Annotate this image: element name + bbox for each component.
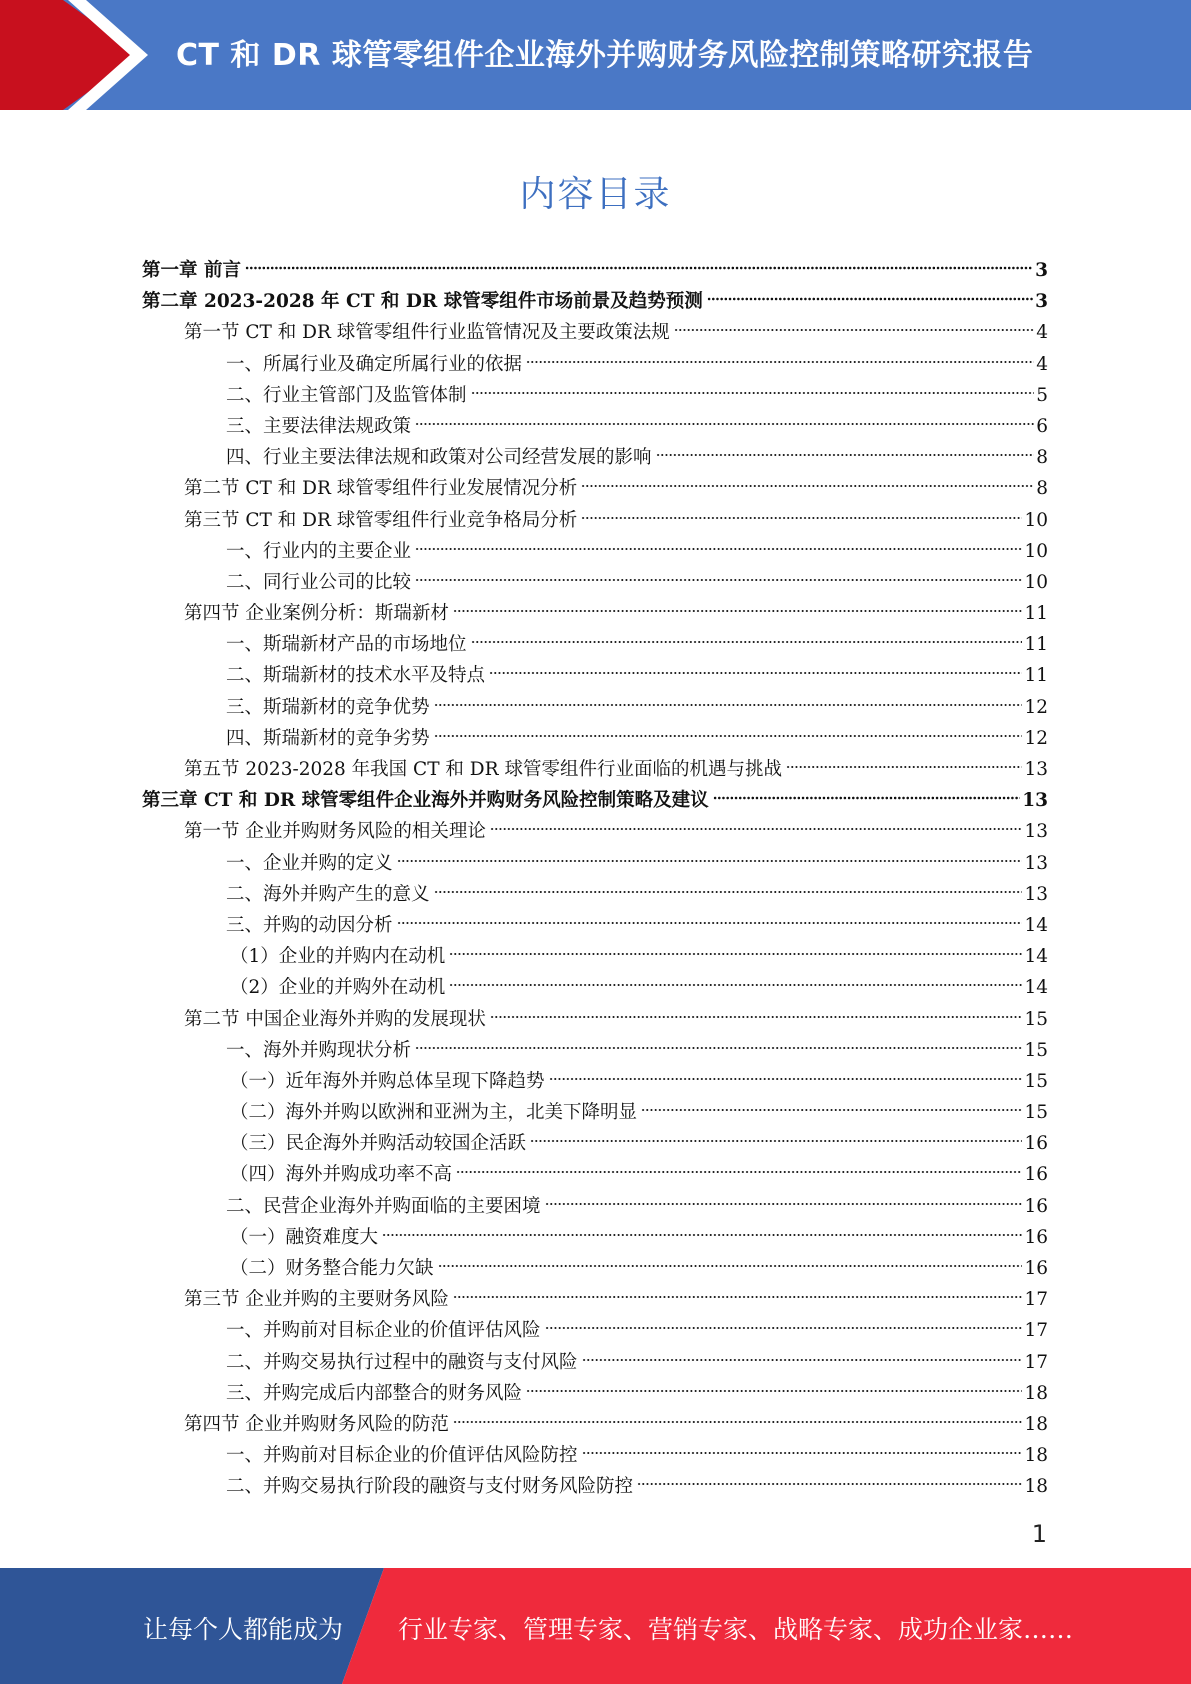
toc-entry[interactable] xyxy=(142,1128,1048,1159)
toc-entry-text: 二、海外并购产生的意义 xyxy=(226,883,430,905)
toc-entry-text: （四）海外并购成功率不高 xyxy=(230,1164,453,1186)
toc-entry-page: 16 xyxy=(1024,1195,1048,1217)
toc-entry-page: 18 xyxy=(1024,1445,1048,1467)
toc-leader-dots xyxy=(415,545,1022,553)
toc-leader-dots xyxy=(786,763,1022,771)
footer-slogan-left: 让每个人都能成为 xyxy=(143,1615,344,1644)
toc-leader-dots xyxy=(582,1356,1023,1364)
toc-entry-text: （三）民企海外并购活动较国企活跃 xyxy=(230,1133,527,1155)
toc-entry-page: 13 xyxy=(1024,759,1048,780)
toc-entry-text: 第二节 中国企业海外并购的发展现状 xyxy=(184,1008,486,1030)
toc-entry[interactable] xyxy=(142,1004,1048,1035)
toc-leader-dots xyxy=(245,264,1033,272)
toc-entry-text: 一、并购前对目标企业的价值评估风险防控 xyxy=(226,1445,578,1467)
toc-leader-dots xyxy=(581,482,1034,490)
header-arrow-decoration xyxy=(0,0,160,110)
toc-entry-page: 3 xyxy=(1035,260,1048,281)
toc-leader-dots xyxy=(471,389,1035,397)
toc-entry-page: 15 xyxy=(1024,1070,1048,1092)
toc-entry-text: 二、行业主管部门及监管体制 xyxy=(226,384,467,406)
toc-entry-page: 11 xyxy=(1024,603,1048,625)
toc-entry[interactable] xyxy=(142,1191,1048,1222)
toc-leader-dots xyxy=(453,1418,1023,1426)
toc-entry-text: 一、海外并购现状分析 xyxy=(226,1039,412,1061)
toc-entry-page: 16 xyxy=(1024,1226,1048,1248)
toc-entry-page: 18 xyxy=(1024,1382,1048,1404)
toc-entry-text: 第一节 企业并购财务风险的相关理论 xyxy=(184,821,486,843)
toc-leader-dots xyxy=(641,1106,1022,1114)
toc-entry-page: 11 xyxy=(1024,665,1048,687)
toc-leader-dots xyxy=(415,1044,1022,1052)
toc-entry[interactable] xyxy=(142,567,1048,598)
toc-entry[interactable] xyxy=(142,536,1048,567)
toc-entry[interactable] xyxy=(142,660,1048,691)
toc-entry-text: 一、并购前对目标企业的价值评估风险 xyxy=(226,1320,541,1342)
toc-entry-page: 4 xyxy=(1036,353,1048,375)
toc-entry-text: 第三章 CT 和 DR 球管零组件企业海外并购财务风险控制策略及建议 xyxy=(142,790,709,812)
toc-entry[interactable] xyxy=(142,505,1048,536)
toc-leader-dots xyxy=(453,607,1023,615)
footer-band xyxy=(0,1568,1191,1684)
toc-entry[interactable] xyxy=(142,1471,1048,1502)
toc-entry-text: 第一节 CT 和 DR 球管零组件行业监管情况及主要政策法规 xyxy=(184,322,670,344)
toc-entry-text: 四、行业主要法律法规和政策对公司经营发展的影响 xyxy=(226,447,652,469)
toc-entry[interactable] xyxy=(142,442,1048,473)
toc-entry[interactable] xyxy=(142,692,1048,723)
toc-entry[interactable] xyxy=(142,411,1048,442)
toc-leader-dots xyxy=(582,1449,1023,1457)
header-band xyxy=(0,0,1191,110)
toc-entry[interactable] xyxy=(142,723,1048,754)
toc-entry-text: （一）融资难度大 xyxy=(230,1226,379,1248)
toc-entry-page: 12 xyxy=(1024,727,1048,749)
toc-entry-page: 18 xyxy=(1024,1413,1048,1435)
footer-slogan-right: 行业专家、管理专家、营销专家、战略专家、成功企业家…… xyxy=(398,1615,1074,1644)
toc-entry-text: 第二章 2023-2028 年 CT 和 DR 球管零组件市场前景及趋势预测 xyxy=(142,291,703,313)
toc-entry[interactable] xyxy=(142,1159,1048,1190)
page-number: 1 xyxy=(1031,1520,1047,1548)
toc-leader-dots xyxy=(581,514,1022,522)
toc-leader-dots xyxy=(434,701,1023,709)
toc-entry-text: 一、斯瑞新材产品的市场地位 xyxy=(226,634,467,656)
toc-leader-dots xyxy=(438,1262,1023,1270)
toc-entry[interactable] xyxy=(142,1284,1048,1315)
toc-leader-dots xyxy=(545,1200,1023,1208)
toc-leader-dots xyxy=(434,732,1023,740)
toc-entry[interactable] xyxy=(142,1222,1048,1253)
toc-heading: 内容目录 xyxy=(519,174,672,215)
toc-entry[interactable] xyxy=(142,848,1048,879)
toc-entry[interactable] xyxy=(142,879,1048,910)
toc-entry-page: 13 xyxy=(1024,852,1048,874)
toc-leader-dots xyxy=(545,1324,1023,1332)
toc-leader-dots xyxy=(449,950,1022,958)
toc-entry[interactable] xyxy=(142,972,1048,1003)
toc-entry-text: （二）财务整合能力欠缺 xyxy=(230,1258,434,1279)
toc-leader-dots xyxy=(397,919,1023,927)
toc-leader-dots xyxy=(489,669,1022,677)
toc-entry[interactable] xyxy=(142,754,1048,785)
toc-entry[interactable] xyxy=(142,1347,1048,1378)
toc-entry-page: 14 xyxy=(1024,977,1048,999)
toc-entry-page: 3 xyxy=(1035,291,1048,313)
toc-entry-text: 三、并购完成后内部整合的财务风险 xyxy=(226,1382,523,1404)
toc-entry-page: 17 xyxy=(1024,1351,1048,1373)
toc-leader-dots xyxy=(526,358,1034,366)
toc-leader-dots xyxy=(490,825,1023,833)
toc-entry-text: 第三节 企业并购的主要财务风险 xyxy=(184,1289,449,1311)
report-title: CT 和 DR 球管零组件企业海外并购财务风险控制策略研究报告 xyxy=(176,38,1034,73)
toc-entry-page: 10 xyxy=(1024,509,1048,531)
toc-entry[interactable] xyxy=(142,1315,1048,1346)
toc-entry-page: 12 xyxy=(1024,696,1048,718)
toc-entry-page: 17 xyxy=(1024,1320,1048,1342)
toc-entry-page: 13 xyxy=(1024,883,1048,905)
toc-entry[interactable] xyxy=(142,349,1048,380)
toc-entry-text: 第四节 企业案例分析：斯瑞新材 xyxy=(184,603,449,625)
toc-entry[interactable] xyxy=(142,598,1048,629)
toc-entry[interactable] xyxy=(142,317,1048,348)
toc-leader-dots xyxy=(434,888,1023,896)
toc-entry-page: 13 xyxy=(1022,790,1048,812)
toc-leader-dots xyxy=(382,1231,1022,1239)
toc-entry-text: （二）海外并购以欧洲和亚洲为主，北美下降明显 xyxy=(230,1102,638,1124)
toc-entry-text: 四、斯瑞新材的竞争劣势 xyxy=(226,727,430,749)
toc-entry-page: 8 xyxy=(1036,447,1048,469)
toc-leader-dots xyxy=(526,1387,1022,1395)
toc-leader-dots xyxy=(656,451,1035,459)
toc-leader-dots xyxy=(471,638,1023,646)
toc-entry[interactable] xyxy=(142,1097,1048,1128)
toc-entry-page: 15 xyxy=(1024,1039,1048,1061)
toc-entry[interactable] xyxy=(142,941,1048,972)
toc-leader-dots xyxy=(415,576,1022,584)
toc-entry-text: 第二节 CT 和 DR 球管零组件行业发展情况分析 xyxy=(184,478,578,500)
toc-entry[interactable] xyxy=(142,1440,1048,1471)
toc-leader-dots xyxy=(549,1075,1023,1083)
toc-entry-text: 第一章 前言 xyxy=(142,260,241,281)
toc-entry-page: 17 xyxy=(1024,1289,1048,1311)
toc-entry-text: 二、斯瑞新材的技术水平及特点 xyxy=(226,665,486,687)
toc-entry-text: 第五节 2023-2028 年我国 CT 和 DR 球管零组件行业面临的机遇与挑战 xyxy=(184,759,782,780)
toc-entry-page: 10 xyxy=(1024,571,1048,593)
toc-entry-text: 第三节 CT 和 DR 球管零组件行业竞争格局分析 xyxy=(184,509,578,531)
toc-entry-text: 二、同行业公司的比较 xyxy=(226,571,412,593)
toc-entry[interactable] xyxy=(142,1035,1048,1066)
toc-entry-text: 三、主要法律法规政策 xyxy=(226,415,412,437)
table-of-contents xyxy=(142,255,1048,1503)
toc-entry[interactable] xyxy=(142,1066,1048,1097)
toc-entry-page: 14 xyxy=(1024,946,1048,968)
toc-entry-text: 二、并购交易执行过程中的融资与支付风险 xyxy=(226,1351,578,1373)
toc-entry-text: 二、并购交易执行阶段的融资与支付财务风险防控 xyxy=(226,1476,634,1498)
toc-leader-dots xyxy=(456,1168,1022,1176)
toc-entry-page: 5 xyxy=(1036,384,1048,406)
toc-entry[interactable] xyxy=(142,785,1048,816)
toc-entry-text: 三、并购的动因分析 xyxy=(226,914,393,936)
toc-entry-text: 一、企业并购的定义 xyxy=(226,852,393,874)
toc-entry-page: 11 xyxy=(1024,634,1048,656)
toc-entry-text: 一、行业内的主要企业 xyxy=(226,540,412,562)
toc-entry-page: 15 xyxy=(1024,1008,1048,1030)
toc-entry[interactable] xyxy=(142,629,1048,660)
toc-entry[interactable] xyxy=(142,380,1048,411)
toc-entry-page: 15 xyxy=(1024,1102,1048,1124)
toc-entry-page: 4 xyxy=(1036,322,1048,344)
toc-entry[interactable] xyxy=(142,1409,1048,1440)
toc-entry-text: 三、斯瑞新材的竞争优势 xyxy=(226,696,430,718)
toc-entry[interactable] xyxy=(142,1253,1048,1284)
toc-entry-page: 16 xyxy=(1024,1133,1048,1155)
toc-entry-page: 16 xyxy=(1024,1164,1048,1186)
toc-leader-dots xyxy=(674,326,1034,334)
toc-entry[interactable] xyxy=(142,910,1048,941)
toc-leader-dots xyxy=(397,857,1023,865)
toc-entry-text: （一）近年海外并购总体呈现下降趋势 xyxy=(230,1070,545,1092)
toc-entry[interactable] xyxy=(142,255,1048,286)
toc-entry-text: 二、民营企业海外并购面临的主要困境 xyxy=(226,1195,541,1217)
toc-entry[interactable] xyxy=(142,473,1048,504)
toc-entry-text: 一、所属行业及确定所属行业的依据 xyxy=(226,353,523,375)
toc-entry-text: （2）企业的并购外在动机 xyxy=(230,977,446,999)
toc-entry-page: 6 xyxy=(1036,415,1048,437)
toc-leader-dots xyxy=(453,1293,1023,1301)
toc-leader-dots xyxy=(707,295,1033,303)
toc-entry[interactable] xyxy=(142,286,1048,317)
toc-entry-text: 第四节 企业并购财务风险的防范 xyxy=(184,1413,449,1435)
toc-leader-dots xyxy=(713,794,1021,802)
toc-entry-text: （1）企业的并购内在动机 xyxy=(230,946,446,968)
toc-entry[interactable] xyxy=(142,1378,1048,1409)
toc-entry-page: 13 xyxy=(1024,821,1048,843)
toc-entry-page: 10 xyxy=(1024,540,1048,562)
toc-leader-dots xyxy=(530,1137,1022,1145)
toc-entry-page: 8 xyxy=(1036,478,1048,500)
toc-entry-page: 16 xyxy=(1024,1258,1048,1279)
toc-leader-dots xyxy=(449,981,1022,989)
toc-leader-dots xyxy=(415,420,1034,428)
toc-entry-page: 14 xyxy=(1024,914,1048,936)
toc-entry[interactable] xyxy=(142,816,1048,847)
toc-leader-dots xyxy=(490,1013,1023,1021)
toc-leader-dots xyxy=(637,1480,1022,1488)
toc-entry-page: 18 xyxy=(1024,1476,1048,1498)
